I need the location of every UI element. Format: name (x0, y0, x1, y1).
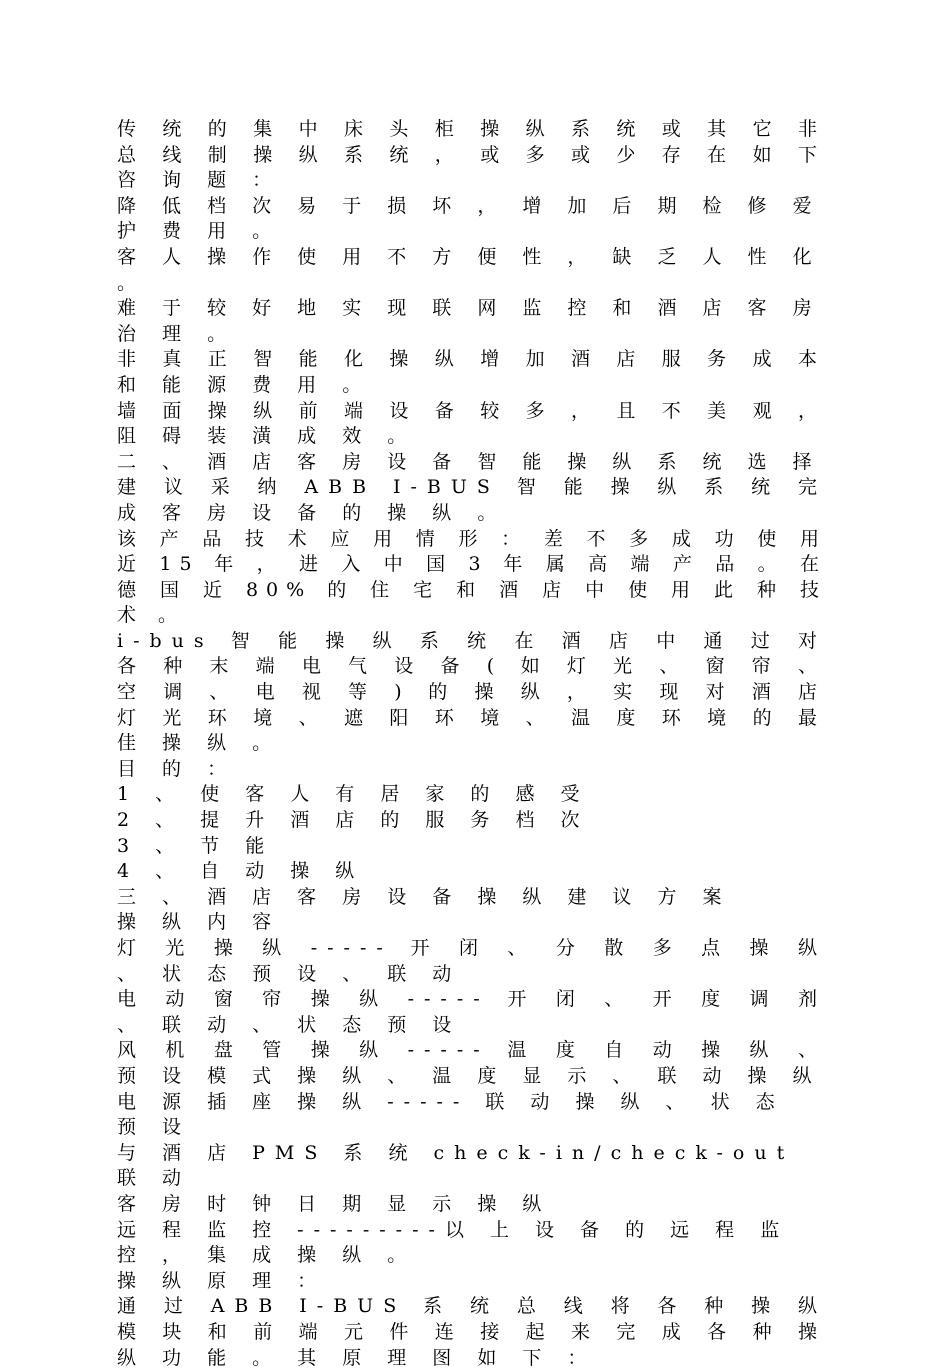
paragraph-6: 墙 面 操 纵 前 端 设 备 较 多 ， 且 不 美 观 ， 阻 碍 装 潢 成 效 。 (117, 399, 827, 448)
paragraph-4: 难 于 较 好 地 实 现 联 网 监 控 和 酒 店 客 房 治 理 。 (117, 297, 822, 345)
control-content-label: 操 纵 内 容 (117, 911, 282, 934)
clock-display-control: 客 房 时 钟 日 期 显 示 操 纵 (117, 1192, 552, 1215)
pms-linkage: 与 酒 店 PMS 系 统 check-in/check-out 联 动 (117, 1141, 795, 1190)
power-socket-control: 电 源 插 座 操 纵 ----- 联 动 操 纵 、 状 态 预 设 (117, 1090, 785, 1139)
principle-label: 操 纵 原 理 ： (117, 1269, 327, 1292)
remote-monitoring: 远 程 监 控 ---------以 上 设 备 的 远 程 监 控 ， 集 成 操 纵 。 (117, 1218, 790, 1267)
paragraph-9: 该 产 品 技 术 应 用 情 形 ： 差 不 多 成 功 使 用 近 15 年 ， 进 入 中 国 3 年 属 高 端 产 品 。 在 德 国 近 80% 的 住 宅 和 酒 店 中 使 用 此 种 技 术 。 (117, 527, 827, 627)
purpose-label: 目 的 ： (117, 757, 237, 780)
purpose-item-1: 1 、 使 客 人 有 居 家 的 感 受 (117, 783, 590, 806)
paragraph-1: 传 统 的 集 中 床 头 柜 操 纵 系 统 或 其 它 非 总 线 制 操 纵 系 统 ， 或 多 或 少 存 在 如 下 咨 询 题 ： (117, 118, 827, 192)
section-heading-3: 三 、 酒 店 客 房 设 备 操 纵 建 议 方 案 (117, 885, 732, 908)
section-heading-2: 二 、 酒 店 客 房 设 备 智 能 操 纵 系 统 选 择 (117, 450, 822, 473)
paragraph-10: i-bus 智 能 操 纵 系 统 在 酒 店 中 通 过 对 各 种 末 端 电 气 设 备 ( 如 灯 光 、 窗 帘 、 空 调 、 电 视 等 ) 的 操 纵 ， 实 现 对 酒 店 灯 光 环 境 、 遮 阳 环 境 、 温 度 环 境 的 最 佳 操 纵 。 (117, 629, 827, 755)
purpose-item-4: 4 、 自 动 操 纵 (117, 860, 365, 883)
fan-coil-control: 风 机 盘 管 操 纵 ----- 温 度 自 动 操 纵 、 预 设 模 式 操 纵 、 温 度 显 示 、 联 动 操 纵 (117, 1039, 827, 1087)
paragraph-2: 降 低 档 次 易 于 损 坏 ， 增 加 后 期 检 修 爱 护 费 用 。 (117, 194, 822, 243)
paragraph-8: 建 议 采 纳 ABB I-BUS 智 能 操 纵 系 统 完 成 客 房 设 备 的 操 纵 。 (117, 476, 827, 524)
lighting-control: 灯 光 操 纵 ----- 开 闭 、 分 散 多 点 操 纵 、 状 态 预 设 、 联 动 (117, 937, 827, 985)
paragraph-3: 客 人 操 作 使 用 不 方 便 性 ， 缺 乏 人 性 化 。 (117, 245, 822, 294)
principle-description: 通 过 ABB I-BUS 系 统 总 线 将 各 种 操 纵 模 块 和 前 端 元 件 连 接 起 来 完 成 各 种 操 纵 功 能 。 其 原 理 图 如 下 ： (117, 1295, 827, 1369)
curtain-control: 电 动 窗 帘 操 纵 ----- 开 闭 、 开 度 调 剂 、 联 动 、 状 态 预 设 (117, 988, 827, 1036)
purpose-item-2: 2 、 提 升 酒 店 的 服 务 档 次 (117, 809, 590, 832)
paragraph-5: 非 真 正 智 能 化 操 纵 增 加 酒 店 服 务 成 本 和 能 源 费 用 。 (117, 348, 827, 396)
document-body (117, 117, 827, 1371)
purpose-item-3: 3 、 节 能 (117, 834, 275, 857)
